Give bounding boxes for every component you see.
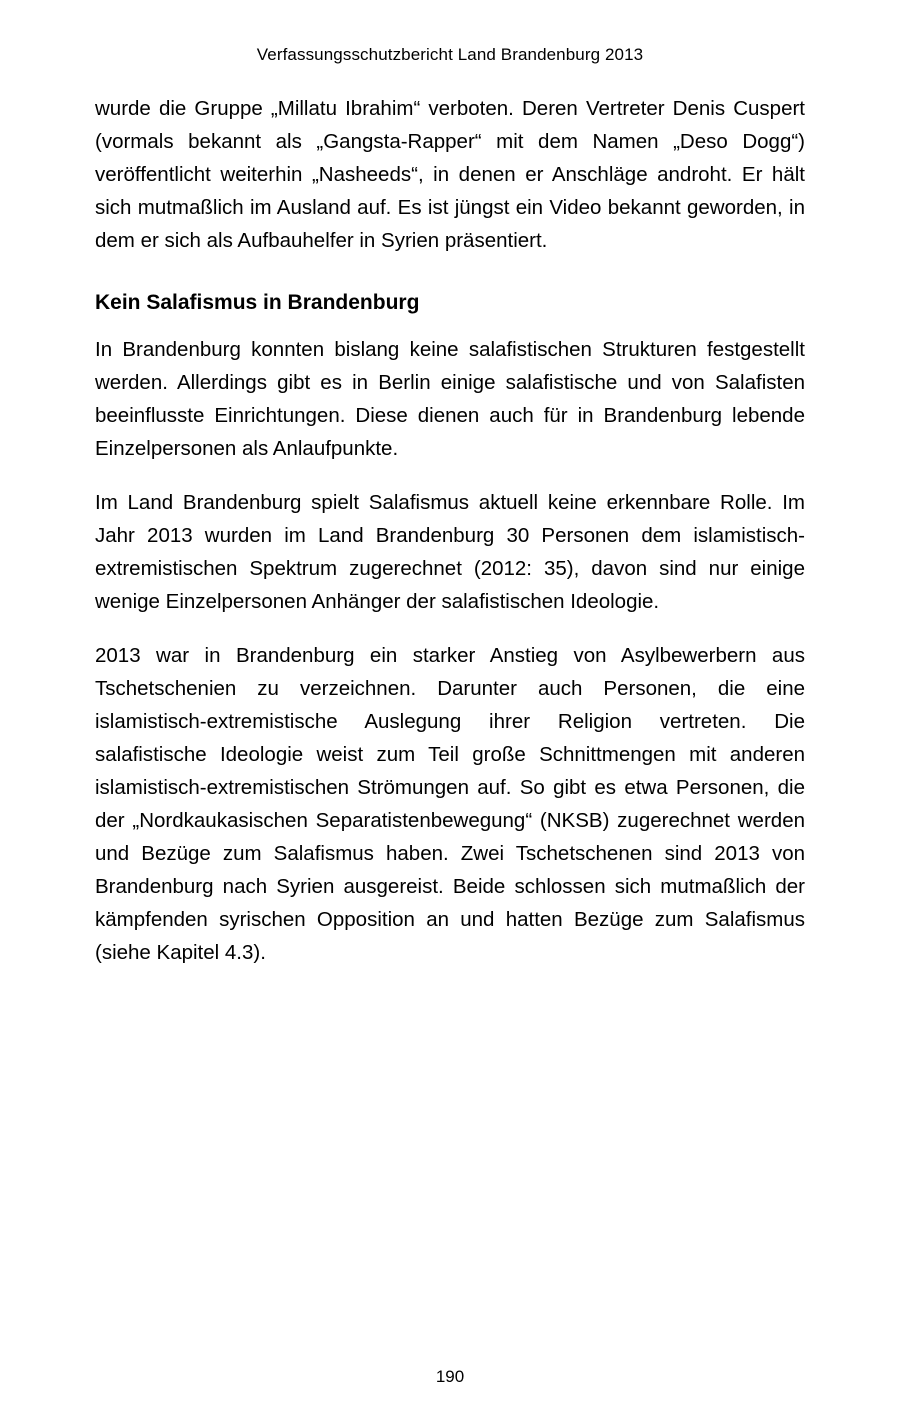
section-heading-kein-salafismus: Kein Salafismus in Brandenburg (95, 291, 420, 314)
running-header: Verfassungsschutzbericht Land Brandenburg 2013 (256, 45, 644, 64)
page-number: 190 (435, 1367, 465, 1386)
paragraph-asylbewerber-tschetschenien: 2013 war in Brandenburg ein starker Anstieg von Asylbewerbern aus Tschetschenien zu verzeichnen. Darunter auch Personen, die eine islamistisch-extremistische Auslegung ihrer Religion vertreten. Die salafistische Ideologie weist zum Teil große Schnittmengen mit anderen islamistisch-extremistischen Strömungen auf. So gibt es etwa Personen, die der „Nordkaukasischen Separatistenbewegung“ (NKSB) zugerechnet werden und Bezüge zum Salafismus haben. Zwei Tschetschenen sind 2013 von Brandenburg nach Syrien ausgereist. Beide schlossen sich mutmaßlich der kämpfenden syrischen Opposition an und hatten Bezüge zum Salafismus (siehe Kapitel 4.3). (95, 644, 805, 965)
page-body (95, 65, 805, 969)
paragraph-millatu-ibrahim: wurde die Gruppe „Millatu Ibrahim“ verboten. Deren Vertreter Denis Cuspert (vormals bekannt als „Gangsta-Rapper“ mit dem Namen „Deso Dogg“) veröffentlicht weiterhin „Nasheeds“, in denen er Anschläge androht. Er hält sich mutmaßlich im Ausland auf. Es ist jüngst ein Video bekannt geworden, in dem er sich als Aufbauhelfer in Syrien präsentiert. (95, 97, 805, 252)
paragraph-salafismus-rolle: Im Land Brandenburg spielt Salafismus aktuell keine erkennbare Rolle. Im Jahr 2013 wurden im Land Brandenburg 30 Personen dem islamistisch-extremistischen Spektrum zugerechnet (2012: 35), davon sind nur einige wenige Einzelpersonen Anhänger der salafistischen Ideologie. (95, 491, 805, 614)
paragraph-brandenburg-strukturen: In Brandenburg konnten bislang keine salafistischen Strukturen festgestellt werden. Allerdings gibt es in Berlin einige salafistische und von Salafisten beeinflusste Einrichtungen. Diese dienen auch für in Brandenburg lebende Einzelpersonen als Anlaufpunkte. (95, 338, 805, 461)
